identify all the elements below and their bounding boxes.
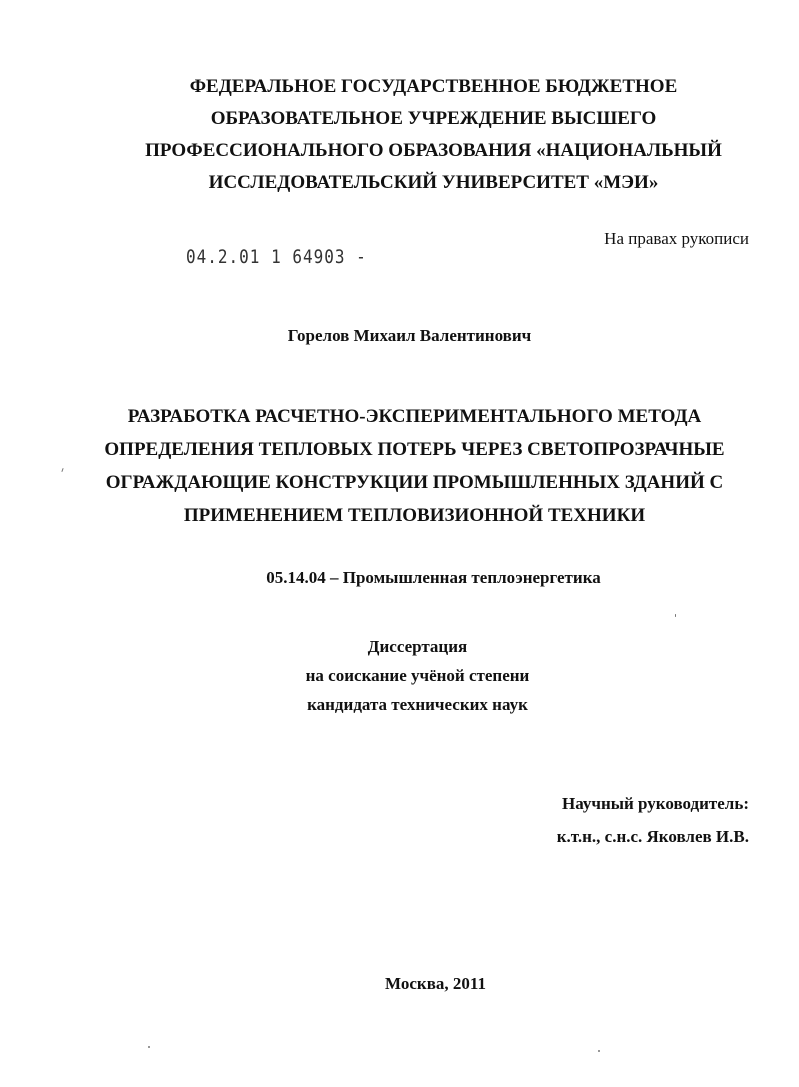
title-line-2: ОПРЕДЕЛЕНИЯ ТЕПЛОВЫХ ПОТЕРЬ ЧЕРЕЗ СВЕТОПРОЗРАЧНЫЕ bbox=[104, 439, 725, 460]
institution-line-4: ИССЛЕДОВАТЕЛЬСКИЙ УНИВЕРСИТЕТ «МЭИ» bbox=[208, 172, 659, 193]
scientific-supervisor bbox=[557, 787, 749, 853]
degree-line-2: на соискание учёной степени bbox=[305, 666, 530, 685]
institution-name bbox=[0, 71, 799, 199]
institution-line-3: ПРОФЕССИОНАЛЬНОГО ОБРАЗОВАНИЯ «НАЦИОНАЛЬНЫЙ bbox=[145, 140, 722, 161]
degree-line-3: кандидата технических наук bbox=[307, 695, 528, 714]
scan-speck bbox=[598, 1050, 600, 1052]
speciality-code: 05.14.04 – Промышленная теплоэнергетика bbox=[266, 568, 601, 587]
scan-speck bbox=[148, 1046, 150, 1048]
supervisor-label: Научный руководитель: bbox=[562, 794, 749, 813]
institution-line-2: ОБРАЗОВАТЕЛЬНОЕ УЧРЕЖДЕНИЕ ВЫСШЕГО bbox=[210, 108, 657, 129]
title-line-4: ПРИМЕНЕНИЕМ ТЕПЛОВИЗИОННОЙ ТЕХНИКИ bbox=[183, 505, 646, 526]
city-year: Москва, 2011 bbox=[385, 974, 486, 993]
manuscript-note: На правах рукописи bbox=[604, 229, 749, 248]
supervisor-name: к.т.н., с.н.с. Яковлев И.В. bbox=[556, 827, 749, 846]
degree-line-1: Диссертация bbox=[367, 637, 468, 656]
scan-speck bbox=[675, 614, 676, 617]
title-line-1: РАЗРАБОТКА РАСЧЕТНО-ЭКСПЕРИМЕНТАЛЬНОГО МЕТОДА bbox=[127, 406, 702, 427]
registration-stamp-number: 04.2.01 1 64903 - bbox=[186, 245, 367, 268]
institution-line-1: ФЕДЕРАЛЬНОЕ ГОСУДАРСТВЕННОЕ БЮДЖЕТНОЕ bbox=[189, 76, 678, 97]
dissertation-title bbox=[0, 400, 799, 532]
title-line-3: ОГРАЖДАЮЩИЕ КОНСТРУКЦИИ ПРОМЫШЛЕННЫХ ЗДАНИЙ С bbox=[105, 472, 724, 493]
author-name: Горелов Михаил Валентинович bbox=[287, 326, 532, 345]
degree-description bbox=[0, 632, 799, 719]
